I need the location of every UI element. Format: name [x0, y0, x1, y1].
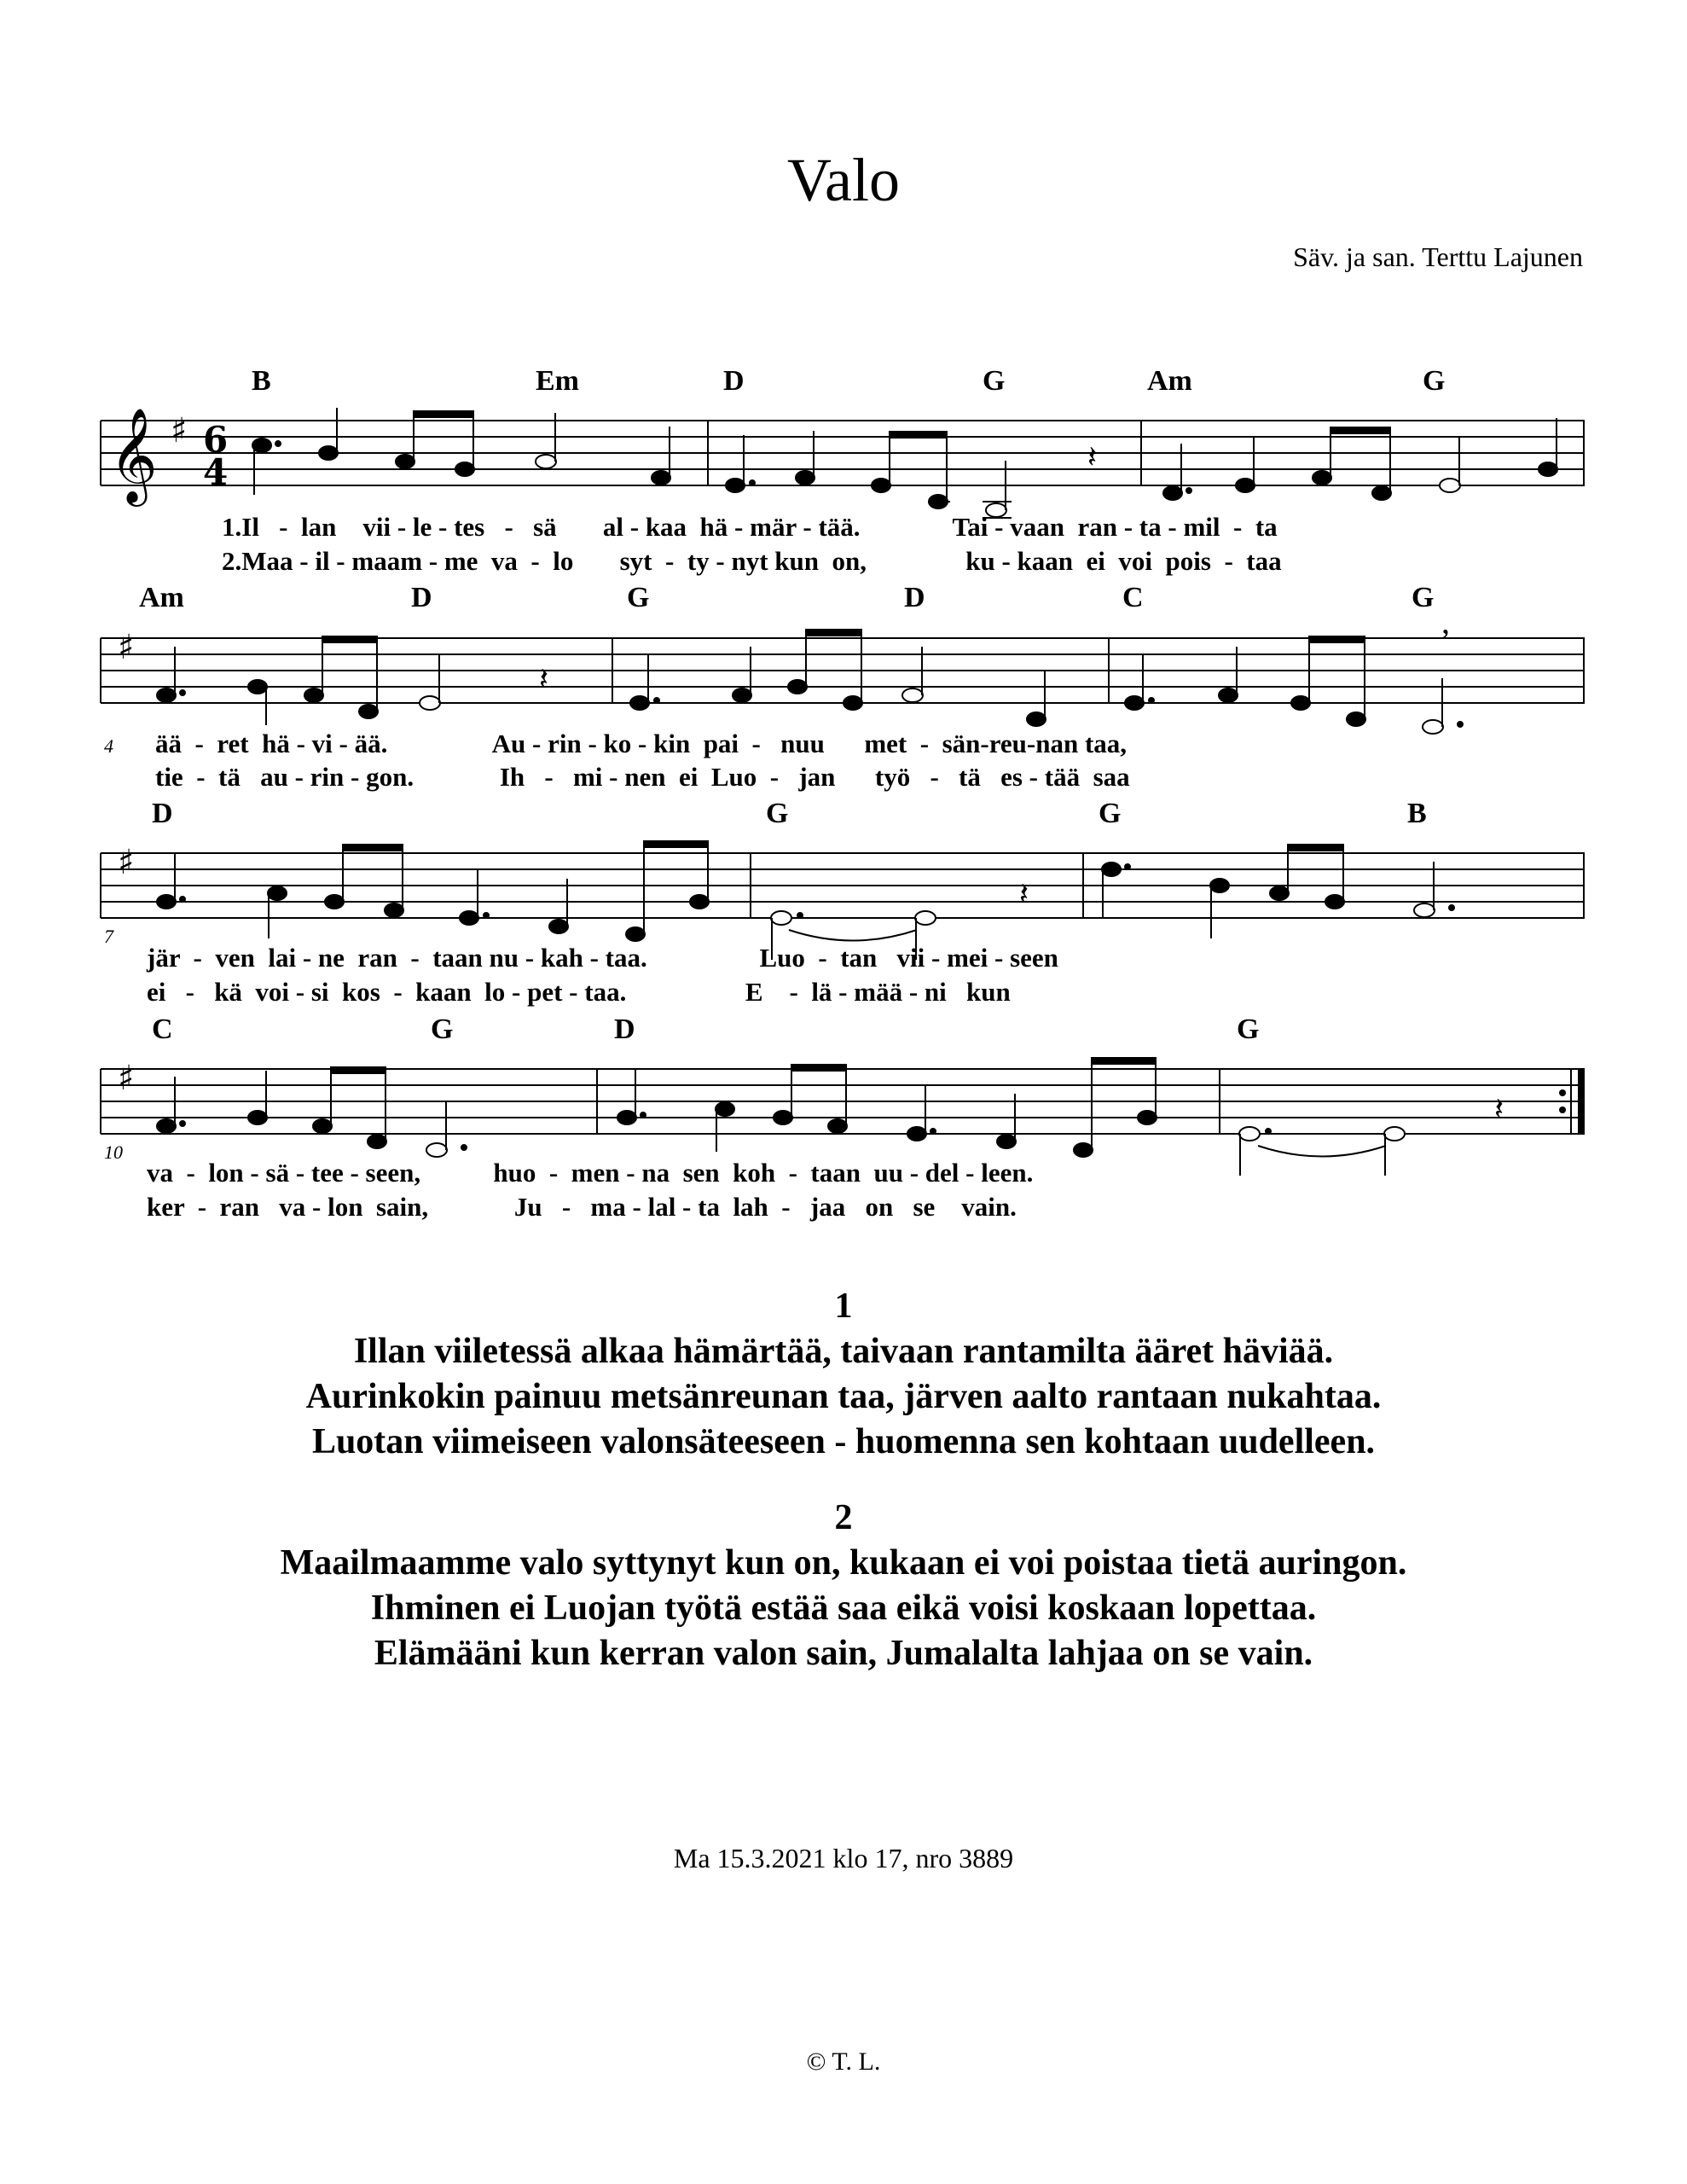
verse-line: Elämääni kun kerran valon sain, Jumalalta lahjaa on se vain.: [374, 1634, 1313, 1673]
lyrics-verse-2: 2.Maa - il - maam - me va - lo syt - ty - nyt kun on, ku - kaan ei voi pois - taa: [222, 546, 1282, 576]
chord-symbol: D: [614, 1014, 635, 1045]
measure-number: 4: [104, 735, 113, 757]
chord-symbol: G: [766, 798, 789, 829]
sharp-icon: ♯: [118, 628, 135, 667]
measure-number: 10: [104, 1141, 123, 1163]
chord-symbol: B: [252, 365, 271, 397]
lyrics-verse-1: 1.Il - lan vii - le - tes - sä al - kaa hä - mär - tää. Tai - vaan ran - ta - mil - ta: [222, 512, 1278, 542]
time-signature-top: 6: [203, 419, 229, 461]
chord-symbol: G: [627, 582, 650, 613]
sharp-icon: ♯: [118, 843, 135, 882]
verse-line: Maailmaamme valo syttynyt kun on, kukaan ei voi poistaa tietä auringon.: [280, 1543, 1407, 1583]
repeat-dot: [1559, 1089, 1566, 1096]
chord-symbol: D: [904, 582, 925, 613]
time-signature-bottom: 4: [203, 451, 229, 493]
chord-symbol: G: [983, 365, 1006, 397]
chord-symbol: C: [1122, 582, 1144, 613]
lyrics-verse-2: ker - ran va - lon sain, Ju - ma - lal - ta lah - jaa on se vain.: [147, 1192, 1017, 1222]
song-title: Valo: [787, 146, 900, 214]
svg-text:𝄽: 𝄽: [1087, 440, 1098, 474]
lyrics-verse-1: ää - ret hä - vi - ää. Au - rin - ko - kin pai - nuu met - sän-reu-nan taa,: [155, 729, 1128, 758]
chord-symbol: B: [1407, 798, 1427, 829]
verse-line: Ihminen ei Luojan työtä estää saa eikä voisi koskaan lopettaa.: [370, 1589, 1317, 1628]
lyrics-verse-2: ei - kä voi - si kos - kaan lo - pet - taa. E - lä - mää - ni kun: [147, 977, 1011, 1007]
chord-symbol: G: [1412, 582, 1435, 613]
verse-1: [0, 1284, 1687, 1465]
chord-symbol: G: [1237, 1014, 1260, 1045]
dateline: Ma 15.3.2021 klo 17, nro 3889: [673, 1843, 1014, 1873]
svg-text:𝄽: 𝄽: [539, 662, 549, 696]
final-barline: [1578, 1069, 1585, 1134]
chord-symbol: D: [152, 798, 173, 829]
verse-line: Illan viiletessä alkaa hämärtää, taivaan rantamilta ääret häviää.: [353, 1332, 1334, 1371]
chord-symbol: C: [152, 1014, 173, 1045]
chord-symbol: Am: [1147, 365, 1192, 397]
lyrics-verse-2: tie - tä au - rin - gon. Ih - mi - nen ei Luo - jan työ - tä es - tää saa: [155, 762, 1130, 792]
chord-symbol: G: [1099, 798, 1122, 829]
verse-line: Luotan viimeiseen valonsäteeseen - huomenna sen kohtaan uudelleen.: [311, 1422, 1376, 1461]
breath-mark-icon: ,: [1441, 602, 1450, 641]
composer-credit: Säv. ja san. Terttu Lajunen: [1293, 241, 1583, 272]
sharp-icon: ♯: [171, 411, 188, 450]
verses-section: [0, 1284, 1687, 1707]
verse-number: 1: [834, 1287, 853, 1326]
chord-symbol: G: [431, 1014, 454, 1045]
chord-symbol: D: [723, 365, 745, 397]
verse-2: [0, 1496, 1687, 1676]
measure-number: 7: [104, 926, 113, 947]
sharp-icon: ♯: [118, 1059, 135, 1098]
chord-symbol: Em: [536, 365, 579, 397]
chord-symbol: Am: [139, 582, 184, 613]
verse-number: 2: [834, 1498, 853, 1537]
lyrics-verse-1: va - lon - sä - tee - seen, huo - men - na sen koh - taan uu - del - leen.: [147, 1158, 1034, 1188]
svg-text:𝄽: 𝄽: [1494, 1092, 1504, 1126]
chord-symbol: D: [411, 582, 432, 613]
verse-line: Aurinkokin painuu metsänreunan taa, järven aalto rantaan nukahtaa.: [305, 1377, 1382, 1416]
treble-clef-icon: 𝄞: [109, 407, 158, 502]
lyrics-verse-1: jär - ven lai - ne ran - taan nu - kah - taa. Luo - tan vii - mei - seen: [147, 943, 1058, 973]
copyright-notice: © T. L.: [806, 2048, 881, 2076]
chord-symbol: G: [1423, 365, 1446, 397]
repeat-dot: [1559, 1107, 1566, 1113]
svg-text:𝄽: 𝄽: [1019, 877, 1029, 911]
